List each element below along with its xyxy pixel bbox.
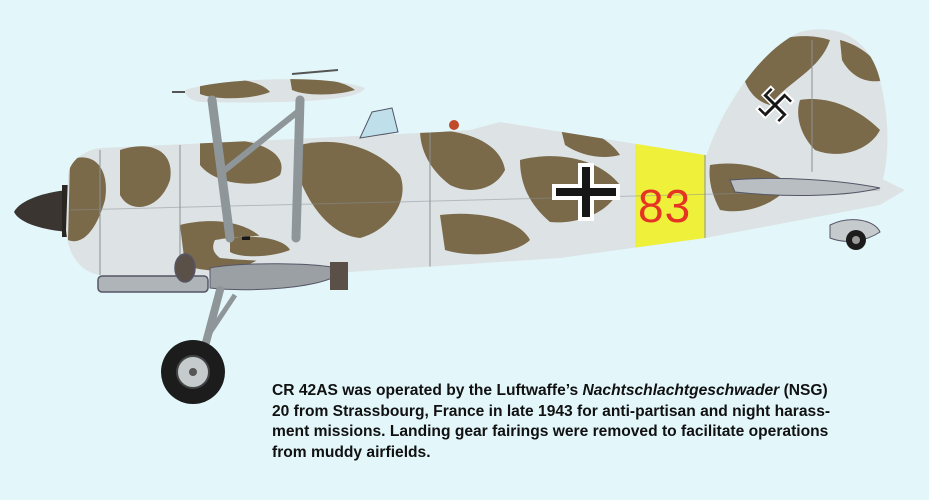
tail-wheel bbox=[830, 220, 880, 250]
caption-unit-name: Nachtschlachtgeschwader bbox=[582, 382, 780, 399]
caption-line-3: ment missions. Landing gear fairings were removed to facilitate operations bbox=[272, 423, 829, 440]
caption-line-1-prefix: CR 42AS was operated by the Luftwaffe’s bbox=[272, 382, 583, 399]
propeller-spinner bbox=[14, 190, 68, 232]
caption-line-2: 20 from Strassbourg, France in late 1943 for anti-partisan and night harass- bbox=[272, 402, 831, 420]
caption-line-4: from muddy airfields. bbox=[272, 443, 431, 461]
main-landing-gear bbox=[161, 290, 235, 404]
cockpit-windscreen bbox=[360, 108, 398, 138]
caption bbox=[272, 381, 872, 463]
caption-line-1 bbox=[272, 381, 872, 402]
fuselage-code: 83 bbox=[638, 180, 692, 232]
underwing-bomb bbox=[210, 262, 348, 290]
headrest-light bbox=[449, 120, 459, 130]
caption-line-1-suffix: (NSG) bbox=[779, 382, 828, 399]
upper-wing bbox=[172, 70, 370, 110]
